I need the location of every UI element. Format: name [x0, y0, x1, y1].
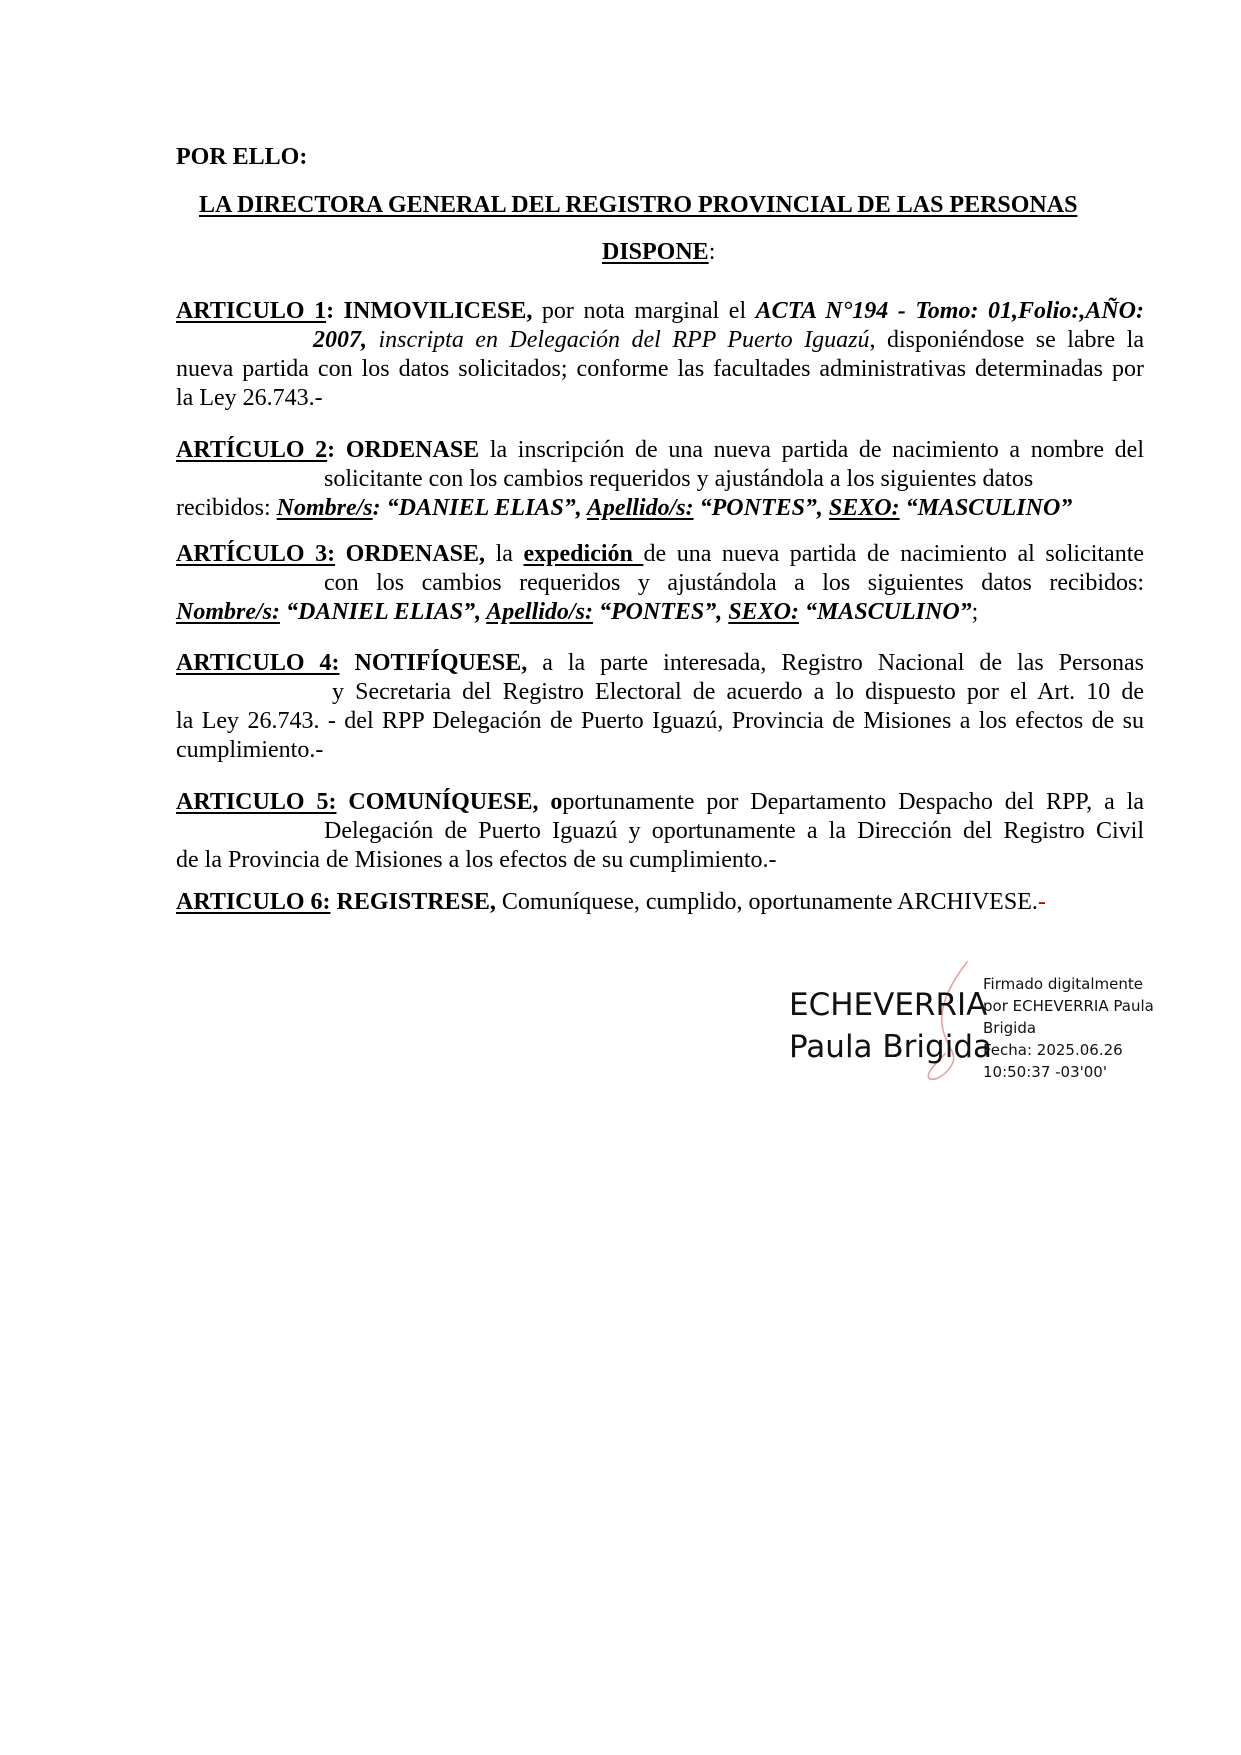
article-5-line-2: Delegación de Puerto Iguazú y oportunamente a la Dirección del Registro Civil — [324, 818, 1144, 844]
article-6-heading: ARTICULO 6: — [176, 889, 331, 915]
article-2-heading: ARTÍCULO 2 — [176, 437, 328, 463]
article-4 — [176, 649, 1144, 765]
signature-meta-line-2: por ECHEVERRIA Paula — [983, 997, 1154, 1015]
article-5-line-3: de la Provincia de Misiones a los efectos de su cumplimiento.- — [176, 847, 777, 873]
article-5 — [176, 788, 1144, 875]
article-1-line-3: nueva partida con los datos solicitados; conforme las facultades administrativas determinadas por — [176, 356, 1144, 382]
dispone-heading — [602, 237, 715, 267]
signer-name-line-2: Paula Brigida — [789, 1029, 992, 1065]
dispone-colon: : — [708, 239, 716, 265]
article-1-verb: INMOVILICESE, — [343, 298, 533, 324]
article-2 — [176, 436, 1144, 523]
article-1-line-4: la Ley 26.743.- — [176, 385, 323, 411]
dispone-word: DISPONE — [602, 239, 709, 265]
article-3 — [176, 540, 1144, 627]
article-3-line-3: Nombre/s: “DANIEL ELIAS”, Apellido/s: “PONTES”, SEXO: “MASCULINO”; — [176, 599, 979, 625]
article-6: ARTICULO 6: REGISTRESE, Comuníquese, cumplido, oportunamente ARCHIVESE.- — [176, 889, 1046, 915]
director-heading: LA DIRECTORA GENERAL DEL REGISTRO PROVINCIAL DE LAS PERSONAS — [199, 192, 1078, 218]
article-4-line-3: la Ley 26.743. - del RPP Delegación de Puerto Iguazú, Provincia de Misiones a los efectos de su — [176, 708, 1144, 734]
article-4-line-4: cumplimiento.- — [176, 737, 324, 763]
acta-reference: ACTA N°194 - Tomo: 01,Folio:,AÑO: — [755, 298, 1144, 324]
article-4-line-2: y Secretaria del Registro Electoral de acuerdo a lo dispuesto por el Art. 10 de — [332, 679, 1144, 705]
article-2-line-3: recibidos: Nombre/s: “DANIEL ELIAS”, Apellido/s: “PONTES”, SEXO: “MASCULINO” — [176, 495, 1073, 521]
article-4-heading: ARTICULO 4: — [176, 650, 340, 676]
article-3-line-2: con los cambios requeridos y ajustándola a los siguientes datos recibidos: — [324, 570, 1144, 596]
article-2-line-1: ARTÍCULO 2: ORDENASE la inscripción de una nueva partida de nacimiento a nombre del — [176, 437, 1145, 463]
article-1-line-2: 2007, inscripta en Delegación del RPP Puerto Iguazú, disponiéndose se labre la — [313, 327, 1144, 353]
article-3-verb: ORDENASE, — [335, 541, 486, 567]
article-2-verb: ORDENASE — [345, 437, 480, 463]
signature-time: 10:50:37 -03'00' — [983, 1063, 1107, 1081]
signer-name-line-1: ECHEVERRIA — [789, 987, 988, 1023]
por-ello-heading: POR ELLO: — [176, 144, 308, 170]
article-5-verb: COMUNÍQUESE, o — [336, 789, 563, 815]
article-3-heading: ARTÍCULO 3: — [176, 541, 336, 567]
article-1-heading: ARTICULO 1 — [176, 298, 327, 324]
article-1 — [176, 297, 1144, 413]
article-3-line-1: ARTÍCULO 3: ORDENASE, la expedición de una nueva partida de nacimiento al solicitante — [176, 541, 1145, 567]
article-2-line-2: solicitante con los cambios requeridos y ajustándola a los siguientes datos — [324, 466, 1034, 492]
signature-meta-line-3: Brigida — [983, 1019, 1037, 1037]
signature-date: Fecha: 2025.06.26 — [983, 1041, 1123, 1059]
article-5-line-1: ARTICULO 5: COMUNÍQUESE, oportunamente por Departamento Despacho del RPP, a la — [176, 789, 1144, 815]
article-4-line-1: ARTICULO 4: NOTIFÍQUESE, a la parte interesada, Registro Nacional de las Personas — [176, 650, 1144, 676]
article-5-heading: ARTICULO 5: — [176, 789, 337, 815]
article-6-verb: REGISTRESE, — [330, 889, 496, 915]
signature-meta-line-1: Firmado digitalmente — [983, 975, 1143, 993]
article-4-verb: NOTIFÍQUESE, — [339, 650, 528, 676]
article-1-line-1: ARTICULO 1: INMOVILICESE, por nota marginal el ACTA N°194 - Tomo: 01,Folio:,AÑO: — [176, 298, 1144, 324]
